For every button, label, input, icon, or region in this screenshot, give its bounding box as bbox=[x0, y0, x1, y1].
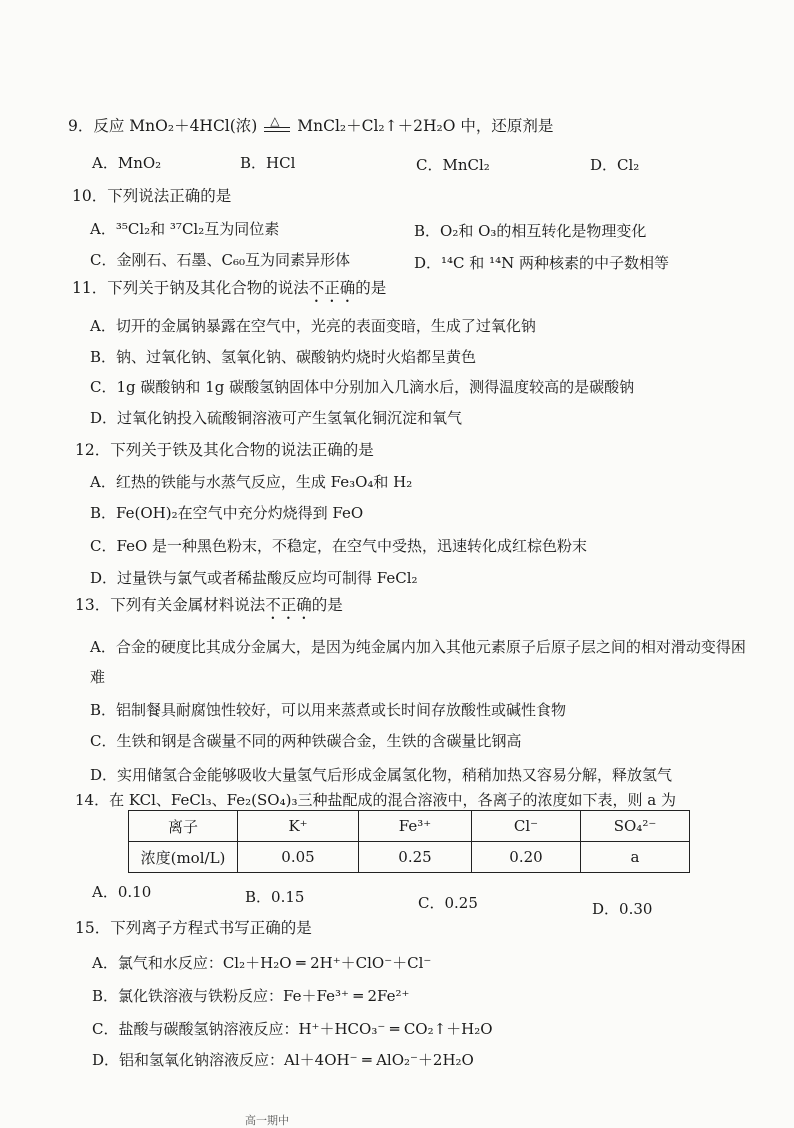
ion-concentration-table bbox=[128, 810, 690, 873]
table-cell: 0.20 bbox=[472, 842, 581, 873]
table-cell: 0.25 bbox=[359, 842, 472, 873]
table-header-cell: Cl⁻ bbox=[472, 811, 581, 842]
question-10-stem: 10．下列说法正确的是 bbox=[72, 187, 232, 205]
q13-option-b: B．铝制餐具耐腐蚀性较好，可以用来蒸煮或长时间存放酸性或碱性食物 bbox=[90, 701, 567, 719]
table-header-cell: Fe³⁺ bbox=[359, 811, 472, 842]
q9-option-b: B．HCl bbox=[240, 154, 296, 172]
q12-option-b: B．Fe(OH)₂在空气中充分灼烧得到 FeO bbox=[90, 504, 364, 522]
q13-option-a: A．合金的硬度比其成分金属大，是因为纯金属内加入其他元素原子后原子层之间的相对滑动变得困难 bbox=[90, 638, 746, 686]
q11-option-d: D．过氧化钠投入硫酸铜溶液可产生氢氧化铜沉淀和氧气 bbox=[90, 409, 463, 427]
question-15-stem: 15．下列离子方程式书写正确的是 bbox=[75, 919, 312, 937]
q10-option-c: C．金刚石、石墨、C₆₀互为同素异形体 bbox=[90, 251, 350, 269]
question-12-stem: 12．下列关于铁及其化合物的说法正确的是 bbox=[75, 441, 374, 459]
question-9-stem-part2: MnCl₂＋Cl₂↑＋2H₂O 中，还原剂是 bbox=[297, 117, 554, 135]
q9-option-d: D．Cl₂ bbox=[590, 156, 640, 174]
q11-option-c: C．1g 碳酸钠和 1g 碳酸氢钠固体中分别加入几滴水后，测得温度较高的是碳酸钠 bbox=[90, 378, 635, 396]
q11-stem-emphasis: 不正确 bbox=[308, 279, 356, 297]
q10-option-a: A．³⁵Cl₂和 ³⁷Cl₂互为同位素 bbox=[90, 220, 280, 238]
q9-option-c: C．MnCl₂ bbox=[416, 156, 490, 174]
q15-option-c: C．盐酸与碳酸氢钠溶液反应：H⁺＋HCO₃⁻ ═ CO₂↑＋H₂O bbox=[92, 1020, 493, 1038]
table-header-cell: K⁺ bbox=[238, 811, 359, 842]
q11-stem-part1: 11．下列关于钠及其化合物的说法 bbox=[72, 279, 309, 297]
question-14-stem: 14．在 KCl、FeCl₃、Fe₂(SO₄)₃三种盐配成的混合溶液中，各离子的浓度如下表，则 a 为 bbox=[75, 791, 676, 809]
q11-stem-part2: 的是 bbox=[355, 279, 387, 297]
q15-option-a: A．氯气和水反应：Cl₂＋H₂O ═ 2H⁺＋ClO⁻＋Cl⁻ bbox=[92, 954, 432, 972]
q15-option-d: D．铝和氢氧化钠溶液反应：Al＋4OH⁻ ═ AlO₂⁻＋2H₂O bbox=[92, 1051, 474, 1069]
question-9-stem-part1: 9．反应 MnO₂＋4HCl(浓) bbox=[68, 117, 258, 135]
q13-stem-part2: 的是 bbox=[311, 596, 343, 614]
table-cell: 浓度(mol/L) bbox=[129, 842, 238, 873]
table-header-cell: SO₄²⁻ bbox=[581, 811, 690, 842]
q13-stem-emphasis: 不正确 bbox=[265, 596, 312, 614]
q14-option-d: D．0.30 bbox=[592, 900, 653, 918]
table-header-row bbox=[129, 811, 690, 842]
question-11-stem bbox=[72, 278, 386, 306]
q12-option-a: A．红热的铁能与水蒸气反应，生成 Fe₃O₄和 H₂ bbox=[90, 473, 413, 491]
table-row bbox=[129, 842, 690, 873]
q13-option-c: C．生铁和钢是含碳量不同的两种铁碳合金，生铁的含碳量比钢高 bbox=[90, 732, 522, 750]
question-13-stem bbox=[75, 595, 343, 623]
q11-option-b: B．钠、过氧化钠、氢氧化钠、碳酸钠灼烧时火焰都呈黄色 bbox=[90, 348, 477, 366]
q11-option-a: A．切开的金属钠暴露在空气中，光亮的表面变暗，生成了过氧化钠 bbox=[90, 317, 536, 335]
q13-stem-part1: 13．下列有关金属材料说法 bbox=[75, 596, 266, 614]
table-cell: a bbox=[581, 842, 690, 873]
q15-option-b: B．氯化铁溶液与铁粉反应：Fe＋Fe³⁺ ═ 2Fe²⁺ bbox=[92, 987, 410, 1005]
q13-option-d: D．实用储氢合金能够吸收大量氢气后形成金属氢化物，稍稍加热又容易分解，释放氢气 bbox=[90, 766, 673, 784]
q10-option-d: D．¹⁴C 和 ¹⁴N 两种核素的中子数相等 bbox=[414, 254, 669, 272]
heating-equals-sign-icon: △ bbox=[262, 117, 292, 137]
q14-option-b: B．0.15 bbox=[245, 888, 305, 906]
table-cell: 0.05 bbox=[238, 842, 359, 873]
table-header-cell: 离子 bbox=[129, 811, 238, 842]
page-footer: 高一期中 bbox=[245, 1114, 289, 1127]
q14-option-a: A．0.10 bbox=[92, 883, 152, 901]
question-9-stem bbox=[68, 116, 553, 137]
q12-option-c: C．FeO 是一种黑色粉末，不稳定，在空气中受热，迅速转化成红棕色粉末 bbox=[90, 537, 588, 555]
q10-option-b: B．O₂和 O₃的相互转化是物理变化 bbox=[414, 222, 647, 240]
q9-option-a: A．MnO₂ bbox=[92, 154, 162, 172]
q14-option-c: C．0.25 bbox=[418, 894, 478, 912]
q12-option-d: D．过量铁与氯气或者稀盐酸反应均可制得 FeCl₂ bbox=[90, 569, 418, 587]
